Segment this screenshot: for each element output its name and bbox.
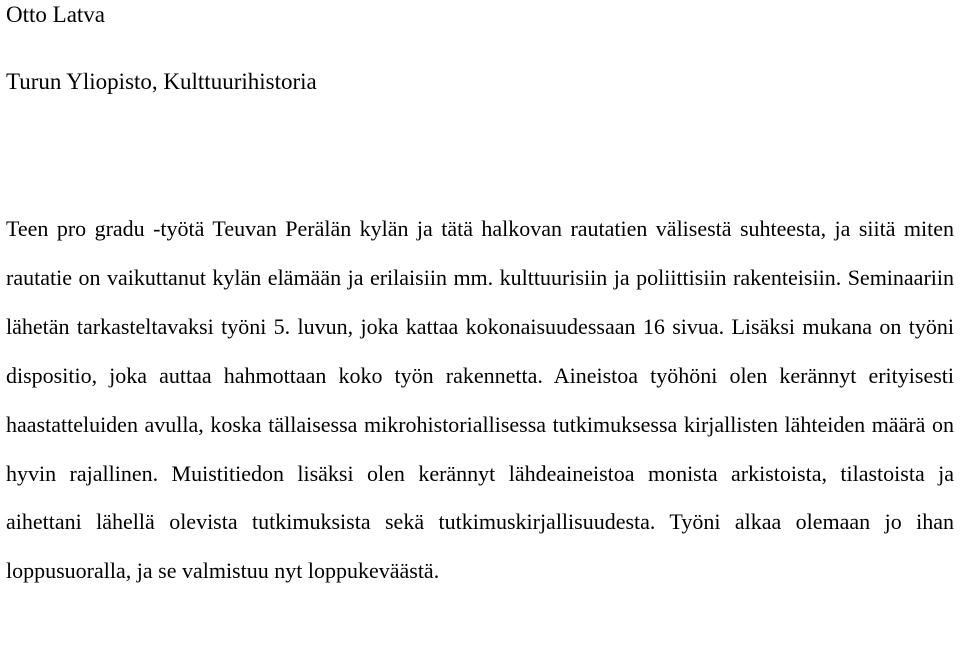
author-affiliation: Turun Yliopisto, Kulttuurihistoria (6, 69, 317, 94)
body-paragraph: Teen pro gradu -työtä Teuvan Perälän kylän ja tätä halkovan rautatien välisestä suhteesta, ja siitä miten rautatie on vaikuttanut kylän elämään ja erilaisiin mm. kulttuurisiin ja poliittisiin rakenteisiin. Seminaariin lähetän tarkasteltavaksi työni 5. luvun, joka kattaa kokonaisuudessaan 16 sivua. Lisäksi mukana on työni dispositio, joka auttaa hahmottaan koko työn rakennetta. Aineistoa työhöni olen kerännyt erityisesti haastatteluiden avulla, koska tällaisessa mikrohistoriallisessa tutkimuksessa kirjallisten lähteiden määrä on hyvin rajallinen. Muistitiedon lisäksi olen kerännyt lähdeaineistoa monista arkistoista, tilastoista ja aihettani lähellä olevista tutkimuksista sekä tutkimuskirjallisuudesta. Työni alkaa olemaan jo ihan loppusuoralla, ja se valmistuu nyt loppukeväästä. (6, 216, 954, 584)
author-name: Otto Latva (6, 2, 105, 27)
